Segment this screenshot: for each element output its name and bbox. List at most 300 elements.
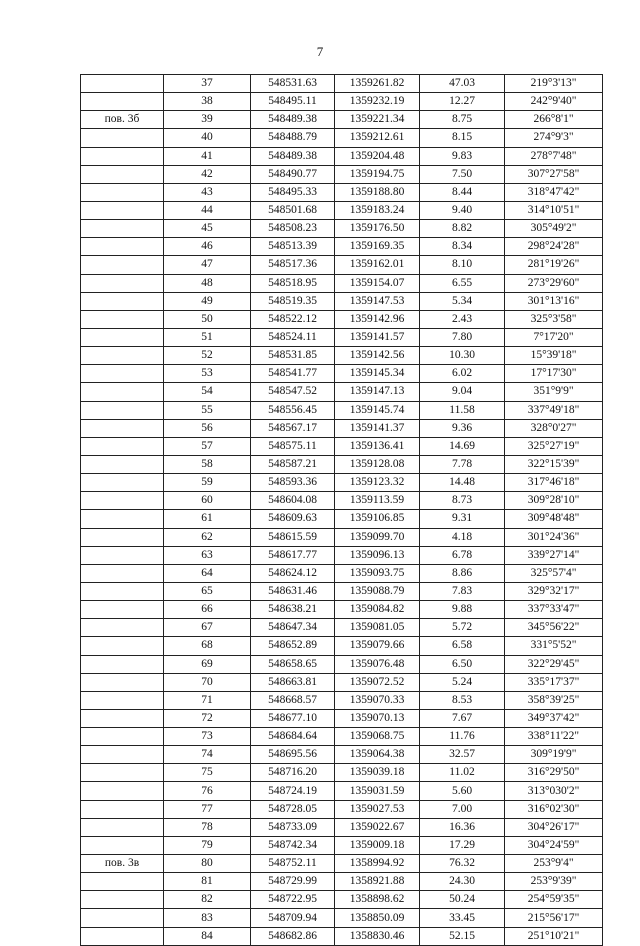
y-coordinate-cell: 1359261.82	[335, 75, 420, 93]
y-coordinate-cell: 1359079.66	[335, 637, 420, 655]
point-number-cell: 73	[164, 728, 251, 746]
distance-cell: 8.34	[420, 238, 505, 256]
x-coordinate-cell: 548508.23	[251, 220, 335, 238]
section-cell	[81, 709, 164, 727]
distance-cell: 6.02	[420, 365, 505, 383]
section-cell	[81, 274, 164, 292]
distance-cell: 6.58	[420, 637, 505, 655]
table-row	[81, 619, 603, 637]
point-number-cell: 82	[164, 891, 251, 909]
section-cell	[81, 256, 164, 274]
point-number-cell: 44	[164, 201, 251, 219]
table-row	[81, 419, 603, 437]
direction-angle-cell: 337°33'47"	[505, 601, 603, 619]
table-row	[81, 437, 603, 455]
table-row	[81, 909, 603, 927]
table-row	[81, 274, 603, 292]
y-coordinate-cell: 1359183.24	[335, 201, 420, 219]
distance-cell: 11.58	[420, 401, 505, 419]
x-coordinate-cell: 548567.17	[251, 419, 335, 437]
table-row	[81, 746, 603, 764]
table-row	[81, 782, 603, 800]
point-number-cell: 48	[164, 274, 251, 292]
section-cell	[81, 764, 164, 782]
point-number-cell: 78	[164, 818, 251, 836]
point-number-cell: 65	[164, 582, 251, 600]
x-coordinate-cell: 548524.11	[251, 328, 335, 346]
section-cell	[81, 728, 164, 746]
distance-cell: 6.55	[420, 274, 505, 292]
distance-cell: 5.72	[420, 619, 505, 637]
x-coordinate-cell: 548522.12	[251, 310, 335, 328]
point-number-cell: 55	[164, 401, 251, 419]
section-cell	[81, 546, 164, 564]
distance-cell: 7.50	[420, 165, 505, 183]
distance-cell: 47.03	[420, 75, 505, 93]
point-number-cell: 59	[164, 474, 251, 492]
x-coordinate-cell: 548724.19	[251, 782, 335, 800]
section-cell	[81, 492, 164, 510]
y-coordinate-cell: 1359070.33	[335, 691, 420, 709]
point-number-cell: 37	[164, 75, 251, 93]
direction-angle-cell: 273°29'60"	[505, 274, 603, 292]
x-coordinate-cell: 548501.68	[251, 201, 335, 219]
direction-angle-cell: 253°9'4"	[505, 855, 603, 873]
point-number-cell: 50	[164, 310, 251, 328]
section-cell	[81, 818, 164, 836]
x-coordinate-cell: 548489.38	[251, 111, 335, 129]
distance-cell: 11.76	[420, 728, 505, 746]
point-number-cell: 77	[164, 800, 251, 818]
point-number-cell: 45	[164, 220, 251, 238]
x-coordinate-cell: 548531.63	[251, 75, 335, 93]
section-cell	[81, 365, 164, 383]
x-coordinate-cell: 548716.20	[251, 764, 335, 782]
distance-cell: 9.88	[420, 601, 505, 619]
section-cell	[81, 673, 164, 691]
section-cell	[81, 474, 164, 492]
table-row	[81, 220, 603, 238]
direction-angle-cell: 322°29'45"	[505, 655, 603, 673]
direction-angle-cell: 318°47'42"	[505, 183, 603, 201]
section-cell	[81, 782, 164, 800]
direction-angle-cell: 278°7'48"	[505, 147, 603, 165]
x-coordinate-cell: 548722.95	[251, 891, 335, 909]
table-row	[81, 474, 603, 492]
distance-cell: 16.36	[420, 818, 505, 836]
table-row	[81, 873, 603, 891]
y-coordinate-cell: 1358850.09	[335, 909, 420, 927]
distance-cell: 12.27	[420, 93, 505, 111]
section-cell	[81, 528, 164, 546]
table-row	[81, 292, 603, 310]
point-number-cell: 47	[164, 256, 251, 274]
y-coordinate-cell: 1359188.80	[335, 183, 420, 201]
direction-angle-cell: 219°3'13"	[505, 75, 603, 93]
section-cell	[81, 419, 164, 437]
y-coordinate-cell: 1359123.32	[335, 474, 420, 492]
table-row	[81, 927, 603, 945]
direction-angle-cell: 328°0'27"	[505, 419, 603, 437]
distance-cell: 9.83	[420, 147, 505, 165]
point-number-cell: 56	[164, 419, 251, 437]
direction-angle-cell: 313°030'2"	[505, 782, 603, 800]
y-coordinate-cell: 1358994.92	[335, 855, 420, 873]
point-number-cell: 81	[164, 873, 251, 891]
distance-cell: 6.50	[420, 655, 505, 673]
x-coordinate-cell: 548752.11	[251, 855, 335, 873]
section-cell	[81, 873, 164, 891]
x-coordinate-cell: 548677.10	[251, 709, 335, 727]
distance-cell: 8.53	[420, 691, 505, 709]
section-cell	[81, 582, 164, 600]
y-coordinate-cell: 1359128.08	[335, 455, 420, 473]
point-number-cell: 68	[164, 637, 251, 655]
section-cell	[81, 347, 164, 365]
direction-angle-cell: 7°17'20"	[505, 328, 603, 346]
distance-cell: 50.24	[420, 891, 505, 909]
direction-angle-cell: 251°10'21"	[505, 927, 603, 945]
point-number-cell: 74	[164, 746, 251, 764]
section-cell	[81, 510, 164, 528]
table-row	[81, 328, 603, 346]
distance-cell: 7.80	[420, 328, 505, 346]
y-coordinate-cell: 1359162.01	[335, 256, 420, 274]
table-row	[81, 673, 603, 691]
x-coordinate-cell: 548541.77	[251, 365, 335, 383]
direction-angle-cell: 325°3'58"	[505, 310, 603, 328]
section-cell	[81, 691, 164, 709]
point-number-cell: 42	[164, 165, 251, 183]
section-cell	[81, 328, 164, 346]
point-number-cell: 72	[164, 709, 251, 727]
point-number-cell: 79	[164, 836, 251, 854]
x-coordinate-cell: 548733.09	[251, 818, 335, 836]
table-row	[81, 891, 603, 909]
point-number-cell: 39	[164, 111, 251, 129]
distance-cell: 8.15	[420, 129, 505, 147]
y-coordinate-cell: 1359142.56	[335, 347, 420, 365]
distance-cell: 14.48	[420, 474, 505, 492]
table-row	[81, 111, 603, 129]
distance-cell: 17.29	[420, 836, 505, 854]
direction-angle-cell: 314°10'51"	[505, 201, 603, 219]
y-coordinate-cell: 1359031.59	[335, 782, 420, 800]
y-coordinate-cell: 1358898.62	[335, 891, 420, 909]
direction-angle-cell: 254°59'35"	[505, 891, 603, 909]
table-row	[81, 546, 603, 564]
distance-cell: 8.82	[420, 220, 505, 238]
x-coordinate-cell: 548587.21	[251, 455, 335, 473]
section-cell	[81, 746, 164, 764]
x-coordinate-cell: 548742.34	[251, 836, 335, 854]
distance-cell: 9.36	[420, 419, 505, 437]
x-coordinate-cell: 548695.56	[251, 746, 335, 764]
distance-cell: 5.60	[420, 782, 505, 800]
y-coordinate-cell: 1359076.48	[335, 655, 420, 673]
direction-angle-cell: 215°56'17"	[505, 909, 603, 927]
direction-angle-cell: 322°15'39"	[505, 455, 603, 473]
distance-cell: 52.15	[420, 927, 505, 945]
direction-angle-cell: 309°28'10"	[505, 492, 603, 510]
distance-cell: 8.73	[420, 492, 505, 510]
x-coordinate-cell: 548489.38	[251, 147, 335, 165]
point-number-cell: 69	[164, 655, 251, 673]
distance-cell: 5.24	[420, 673, 505, 691]
direction-angle-cell: 274°9'3"	[505, 129, 603, 147]
y-coordinate-cell: 1359141.37	[335, 419, 420, 437]
section-cell	[81, 165, 164, 183]
table-row	[81, 764, 603, 782]
y-coordinate-cell: 1359147.13	[335, 383, 420, 401]
x-coordinate-cell: 548624.12	[251, 564, 335, 582]
point-number-cell: 49	[164, 292, 251, 310]
distance-cell: 7.78	[420, 455, 505, 473]
distance-cell: 24.30	[420, 873, 505, 891]
table-row	[81, 691, 603, 709]
table-row	[81, 365, 603, 383]
table-row	[81, 310, 603, 328]
point-number-cell: 58	[164, 455, 251, 473]
section-cell	[81, 220, 164, 238]
section-cell	[81, 927, 164, 945]
point-number-cell: 40	[164, 129, 251, 147]
direction-angle-cell: 316°29'50"	[505, 764, 603, 782]
direction-angle-cell: 325°27'19"	[505, 437, 603, 455]
distance-cell: 33.45	[420, 909, 505, 927]
section-cell	[81, 183, 164, 201]
direction-angle-cell: 316°02'30"	[505, 800, 603, 818]
point-number-cell: 60	[164, 492, 251, 510]
section-cell: пов. 3б	[81, 111, 164, 129]
direction-angle-cell: 317°46'18"	[505, 474, 603, 492]
y-coordinate-cell: 1359136.41	[335, 437, 420, 455]
distance-cell: 8.75	[420, 111, 505, 129]
direction-angle-cell: 15°39'18"	[505, 347, 603, 365]
x-coordinate-cell: 548647.34	[251, 619, 335, 637]
table-row	[81, 855, 603, 873]
distance-cell: 10.30	[420, 347, 505, 365]
table-row	[81, 818, 603, 836]
section-cell	[81, 437, 164, 455]
table-row	[81, 800, 603, 818]
direction-angle-cell: 242°9'40"	[505, 93, 603, 111]
x-coordinate-cell: 548490.77	[251, 165, 335, 183]
y-coordinate-cell: 1359027.53	[335, 800, 420, 818]
coordinates-table	[80, 74, 603, 946]
x-coordinate-cell: 548631.46	[251, 582, 335, 600]
y-coordinate-cell: 1359145.34	[335, 365, 420, 383]
direction-angle-cell: 305°49'2"	[505, 220, 603, 238]
y-coordinate-cell: 1359088.79	[335, 582, 420, 600]
distance-cell: 11.02	[420, 764, 505, 782]
y-coordinate-cell: 1359141.57	[335, 328, 420, 346]
y-coordinate-cell: 1359064.38	[335, 746, 420, 764]
point-number-cell: 84	[164, 927, 251, 945]
coordinates-table-body	[81, 75, 603, 946]
section-cell	[81, 836, 164, 854]
x-coordinate-cell: 548513.39	[251, 238, 335, 256]
y-coordinate-cell: 1359176.50	[335, 220, 420, 238]
x-coordinate-cell: 548728.05	[251, 800, 335, 818]
x-coordinate-cell: 548556.45	[251, 401, 335, 419]
table-row	[81, 93, 603, 111]
distance-cell: 4.18	[420, 528, 505, 546]
page-number: 7	[316, 44, 324, 59]
x-coordinate-cell: 548609.63	[251, 510, 335, 528]
table-row	[81, 201, 603, 219]
table-row	[81, 728, 603, 746]
point-number-cell: 53	[164, 365, 251, 383]
y-coordinate-cell: 1359212.61	[335, 129, 420, 147]
table-row	[81, 836, 603, 854]
y-coordinate-cell: 1359072.52	[335, 673, 420, 691]
table-row	[81, 383, 603, 401]
direction-angle-cell: 329°32'17"	[505, 582, 603, 600]
table-row	[81, 75, 603, 93]
y-coordinate-cell: 1359106.85	[335, 510, 420, 528]
table-row	[81, 492, 603, 510]
direction-angle-cell: 351°9'9"	[505, 383, 603, 401]
y-coordinate-cell: 1359084.82	[335, 601, 420, 619]
y-coordinate-cell: 1358830.46	[335, 927, 420, 945]
point-number-cell: 62	[164, 528, 251, 546]
y-coordinate-cell: 1359081.05	[335, 619, 420, 637]
section-cell	[81, 619, 164, 637]
x-coordinate-cell: 548518.95	[251, 274, 335, 292]
direction-angle-cell: 304°26'17"	[505, 818, 603, 836]
section-cell	[81, 401, 164, 419]
x-coordinate-cell: 548495.33	[251, 183, 335, 201]
point-number-cell: 67	[164, 619, 251, 637]
distance-cell: 2.43	[420, 310, 505, 328]
table-row	[81, 601, 603, 619]
table-row	[81, 347, 603, 365]
distance-cell: 9.31	[420, 510, 505, 528]
distance-cell: 14.69	[420, 437, 505, 455]
section-cell	[81, 655, 164, 673]
distance-cell: 7.67	[420, 709, 505, 727]
distance-cell: 5.34	[420, 292, 505, 310]
point-number-cell: 43	[164, 183, 251, 201]
point-number-cell: 71	[164, 691, 251, 709]
x-coordinate-cell: 548604.08	[251, 492, 335, 510]
table-row	[81, 238, 603, 256]
section-cell	[81, 564, 164, 582]
section-cell	[81, 75, 164, 93]
x-coordinate-cell: 548638.21	[251, 601, 335, 619]
point-number-cell: 70	[164, 673, 251, 691]
direction-angle-cell: 358°39'25"	[505, 691, 603, 709]
y-coordinate-cell: 1359096.13	[335, 546, 420, 564]
x-coordinate-cell: 548531.85	[251, 347, 335, 365]
section-cell	[81, 455, 164, 473]
distance-cell: 32.57	[420, 746, 505, 764]
x-coordinate-cell: 548617.77	[251, 546, 335, 564]
direction-angle-cell: 335°17'37"	[505, 673, 603, 691]
point-number-cell: 76	[164, 782, 251, 800]
direction-angle-cell: 17°17'30"	[505, 365, 603, 383]
x-coordinate-cell: 548593.36	[251, 474, 335, 492]
x-coordinate-cell: 548668.57	[251, 691, 335, 709]
x-coordinate-cell: 548488.79	[251, 129, 335, 147]
table-row	[81, 129, 603, 147]
y-coordinate-cell: 1359039.18	[335, 764, 420, 782]
distance-cell: 8.44	[420, 183, 505, 201]
distance-cell: 8.86	[420, 564, 505, 582]
y-coordinate-cell: 1359022.67	[335, 818, 420, 836]
distance-cell: 6.78	[420, 546, 505, 564]
point-number-cell: 80	[164, 855, 251, 873]
distance-cell: 8.10	[420, 256, 505, 274]
direction-angle-cell: 301°24'36"	[505, 528, 603, 546]
section-cell	[81, 93, 164, 111]
direction-angle-cell: 307°27'58"	[505, 165, 603, 183]
table-row	[81, 637, 603, 655]
y-coordinate-cell: 1359068.75	[335, 728, 420, 746]
direction-angle-cell: 345°56'22"	[505, 619, 603, 637]
y-coordinate-cell: 1359009.18	[335, 836, 420, 854]
distance-cell: 9.04	[420, 383, 505, 401]
section-cell	[81, 201, 164, 219]
point-number-cell: 52	[164, 347, 251, 365]
table-row	[81, 564, 603, 582]
section-cell	[81, 292, 164, 310]
y-coordinate-cell: 1359232.19	[335, 93, 420, 111]
point-number-cell: 61	[164, 510, 251, 528]
distance-cell: 7.00	[420, 800, 505, 818]
point-number-cell: 66	[164, 601, 251, 619]
direction-angle-cell: 338°11'22"	[505, 728, 603, 746]
x-coordinate-cell: 548682.86	[251, 927, 335, 945]
point-number-cell: 38	[164, 93, 251, 111]
point-number-cell: 51	[164, 328, 251, 346]
x-coordinate-cell: 548517.36	[251, 256, 335, 274]
direction-angle-cell: 304°24'59"	[505, 836, 603, 854]
x-coordinate-cell: 548663.81	[251, 673, 335, 691]
y-coordinate-cell: 1359113.59	[335, 492, 420, 510]
direction-angle-cell: 301°13'16"	[505, 292, 603, 310]
section-cell	[81, 891, 164, 909]
x-coordinate-cell: 548495.11	[251, 93, 335, 111]
direction-angle-cell: 325°57'4"	[505, 564, 603, 582]
x-coordinate-cell: 548615.59	[251, 528, 335, 546]
table-row	[81, 655, 603, 673]
direction-angle-cell: 266°8'1"	[505, 111, 603, 129]
x-coordinate-cell: 548709.94	[251, 909, 335, 927]
table-row	[81, 709, 603, 727]
x-coordinate-cell: 548729.99	[251, 873, 335, 891]
y-coordinate-cell: 1358921.88	[335, 873, 420, 891]
point-number-cell: 63	[164, 546, 251, 564]
table-row	[81, 147, 603, 165]
x-coordinate-cell: 548547.52	[251, 383, 335, 401]
y-coordinate-cell: 1359194.75	[335, 165, 420, 183]
direction-angle-cell: 339°27'14"	[505, 546, 603, 564]
y-coordinate-cell: 1359099.70	[335, 528, 420, 546]
point-number-cell: 41	[164, 147, 251, 165]
point-number-cell: 75	[164, 764, 251, 782]
direction-angle-cell: 309°48'48"	[505, 510, 603, 528]
x-coordinate-cell: 548652.89	[251, 637, 335, 655]
point-number-cell: 54	[164, 383, 251, 401]
table-row	[81, 256, 603, 274]
x-coordinate-cell: 548684.64	[251, 728, 335, 746]
direction-angle-cell: 331°5'52"	[505, 637, 603, 655]
section-cell	[81, 310, 164, 328]
distance-cell: 76.32	[420, 855, 505, 873]
y-coordinate-cell: 1359147.53	[335, 292, 420, 310]
